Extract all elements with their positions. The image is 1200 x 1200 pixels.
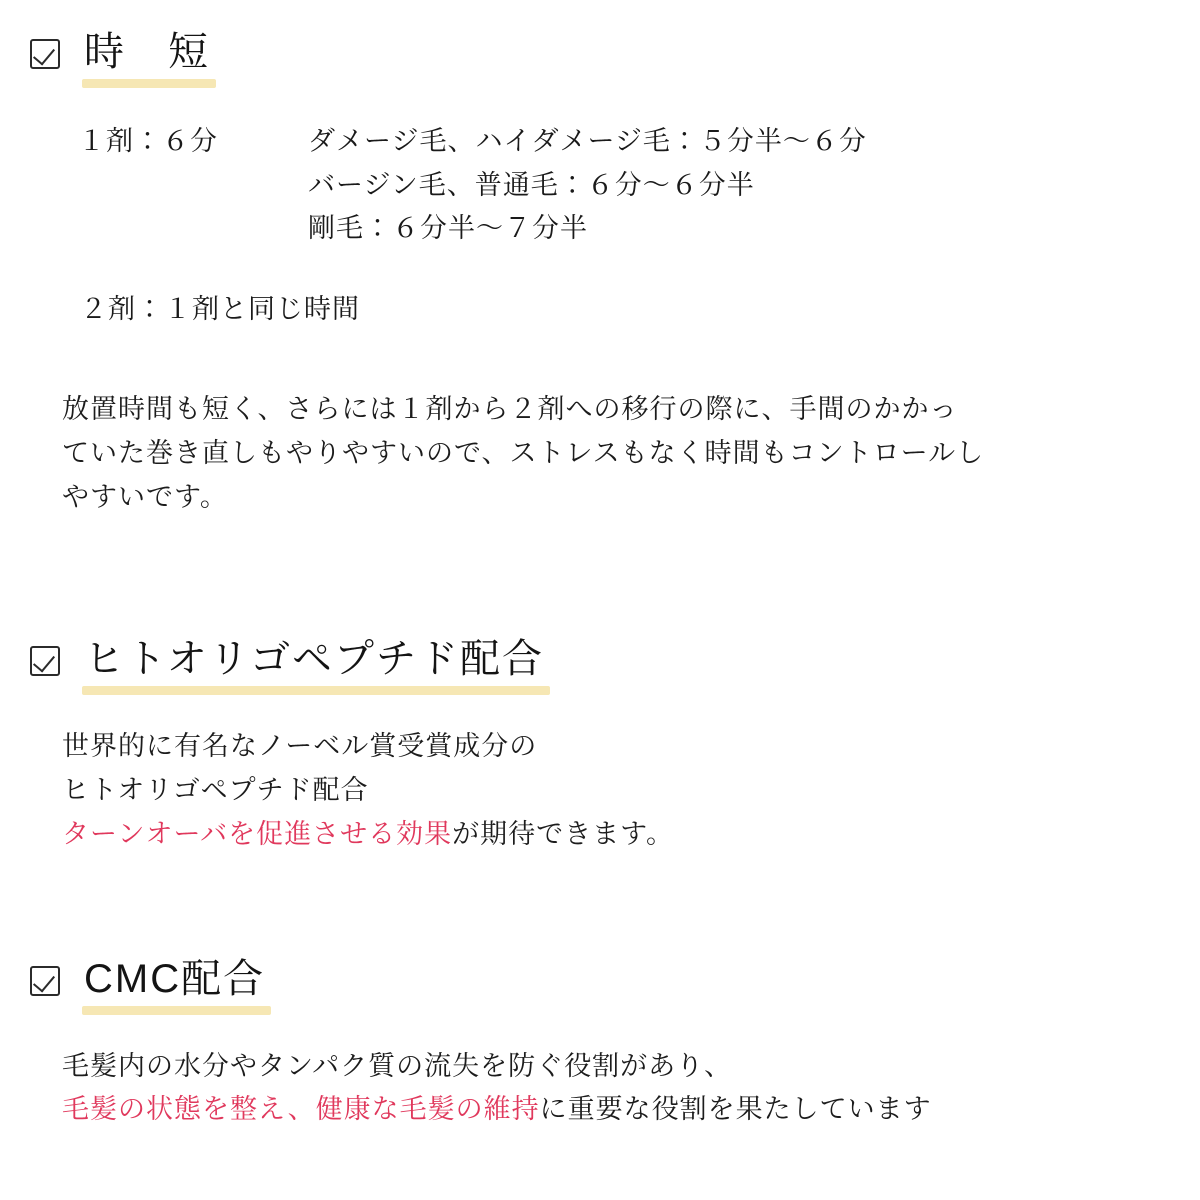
checkbox-checked-icon: [30, 646, 60, 676]
accent-text: ターンオーバを促進させる効果: [62, 818, 453, 849]
paragraph-line-accent: [62, 1088, 1145, 1132]
paragraph-line: ヒトオリゴペプチド配合: [62, 775, 369, 806]
checkbox-checked-icon: [30, 39, 60, 69]
heading-underline: [82, 957, 271, 1005]
time-list-item: バージン毛、普通毛：６分〜６分半: [308, 169, 755, 200]
heading-underline: [82, 637, 550, 685]
section-title: ヒトオリゴペプチド配合: [84, 637, 544, 682]
section-peptide: [30, 637, 1145, 856]
paragraph-line: 世界的に有名なノーベル賞受賞成分の: [62, 731, 538, 762]
section-cmc: [30, 957, 1145, 1132]
section-heading-cmc: [30, 957, 1145, 1005]
paragraph-peptide: [30, 725, 1145, 856]
paragraph-cmc: [30, 1045, 1145, 1132]
timing-block: [30, 120, 1145, 251]
second-agent-label: ２剤：１剤と同じ時間: [80, 294, 360, 325]
paragraph-line: やすいです。: [62, 481, 228, 512]
plain-text: が期待できます。: [452, 818, 674, 849]
accent-text: 毛髪の状態を整え、健康な毛髪の維持: [62, 1094, 540, 1125]
time-list-item: ダメージ毛、ハイダメージ毛：５分半〜６分: [308, 126, 867, 156]
section-heading-peptide: [30, 637, 1145, 685]
paragraph-line: ていた巻き直しもやりやすいので、ストレスもなく時間もコントロールし: [62, 437, 985, 468]
plain-text: に重要な役割を果たしています: [539, 1094, 932, 1125]
section-heading-jitan: [30, 30, 1145, 78]
section-jitan: [30, 30, 1145, 519]
section-title: 時 短: [84, 30, 210, 74]
section-title: CMC配合: [84, 956, 266, 1001]
paragraph-line: 毛髪内の水分やタンパク質の流失を防ぐ役割があり、: [62, 1050, 733, 1081]
heading-underline: [82, 30, 216, 78]
first-agent-label: １剤：６分: [78, 126, 218, 156]
time-list-item: 剛毛：６分半〜７分半: [308, 213, 588, 244]
first-agent-time-list: [308, 120, 867, 251]
paragraph-line: 放置時間も短く、さらには１剤から２剤への移行の際に、手間のかかっ: [62, 394, 958, 425]
paragraph-jitan: [30, 388, 1145, 519]
paragraph-line-accent: [62, 813, 1145, 857]
checkbox-checked-icon: [30, 966, 60, 996]
